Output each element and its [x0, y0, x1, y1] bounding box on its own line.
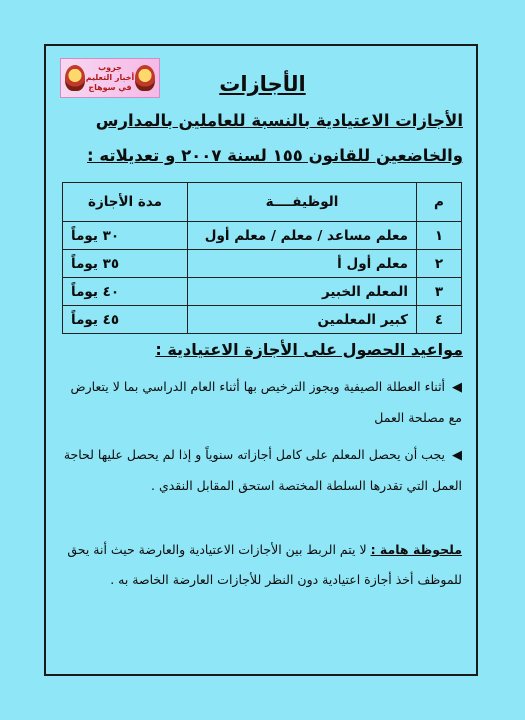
table-row [63, 250, 462, 278]
row-job: المعلم الخبير [188, 278, 417, 306]
bullet-2 [62, 440, 462, 501]
section-title: مواعيد الحصول على الأجازة الاعتيادية : [155, 340, 463, 359]
table-row [63, 278, 462, 306]
header-duration: مدة الأجازة [63, 183, 188, 222]
row-duration: ٣٥ يوماً [63, 250, 188, 278]
bullet-arrow-icon: ◀ [452, 448, 462, 463]
row-duration: ٤٥ يوماً [63, 306, 188, 334]
bullet-1 [62, 372, 462, 433]
row-job: كبير المعلمين [188, 306, 417, 334]
header-num: م [417, 183, 462, 222]
subtitle-line-2: والخاضعين للقانون ١٥٥ لسنة ٢٠٠٧ و تعديلاته : [87, 146, 463, 165]
row-duration: ٤٠ يوماً [63, 278, 188, 306]
leave-table [62, 182, 462, 334]
bullet-2-text: يجب أن يحصل المعلم على كامل أجازاته سنوياً و إذا لم يحصل عليها لحاجة العمل التي تقدرها السلطة المختصة استحق المقابل النقدي . [63, 447, 462, 493]
table-row [63, 306, 462, 334]
row-num: ٢ [417, 250, 462, 278]
page-title: الأجازات [219, 72, 306, 96]
table-row [63, 222, 462, 250]
row-num: ٣ [417, 278, 462, 306]
row-job: معلم أول أ [188, 250, 417, 278]
badge-line2: أخبار التعليم في سوهاج [85, 73, 135, 92]
badge-line1: جروب [98, 63, 122, 72]
note-text: لا يتم الربط بين الأجازات الاعتيادية والعارضة حيث أنة يحق للموظف أخذ أجازة اعتيادية دون النظر للأجازات العارضة الخاصة به . [67, 542, 462, 587]
bullet-1-text: أثناء العطلة الصيفية ويجوز الترخيص بها أثناء العام الدراسي بما لا يتعارض مع مصلحة العمل [70, 379, 462, 425]
row-num: ١ [417, 222, 462, 250]
row-duration: ٣٠ يوماً [63, 222, 188, 250]
header-job: الوظيفــــة [188, 183, 417, 222]
table-header-row [63, 183, 462, 222]
important-note [62, 535, 462, 595]
bullet-arrow-icon: ◀ [452, 380, 462, 395]
subtitle-line-1: الأجازات الاعتيادية بالنسبة للعاملين بالمدارس [95, 111, 463, 130]
note-label: ملحوظة هامة : [370, 542, 462, 557]
row-num: ٤ [417, 306, 462, 334]
row-job: معلم مساعد / معلم / معلم أول [188, 222, 417, 250]
